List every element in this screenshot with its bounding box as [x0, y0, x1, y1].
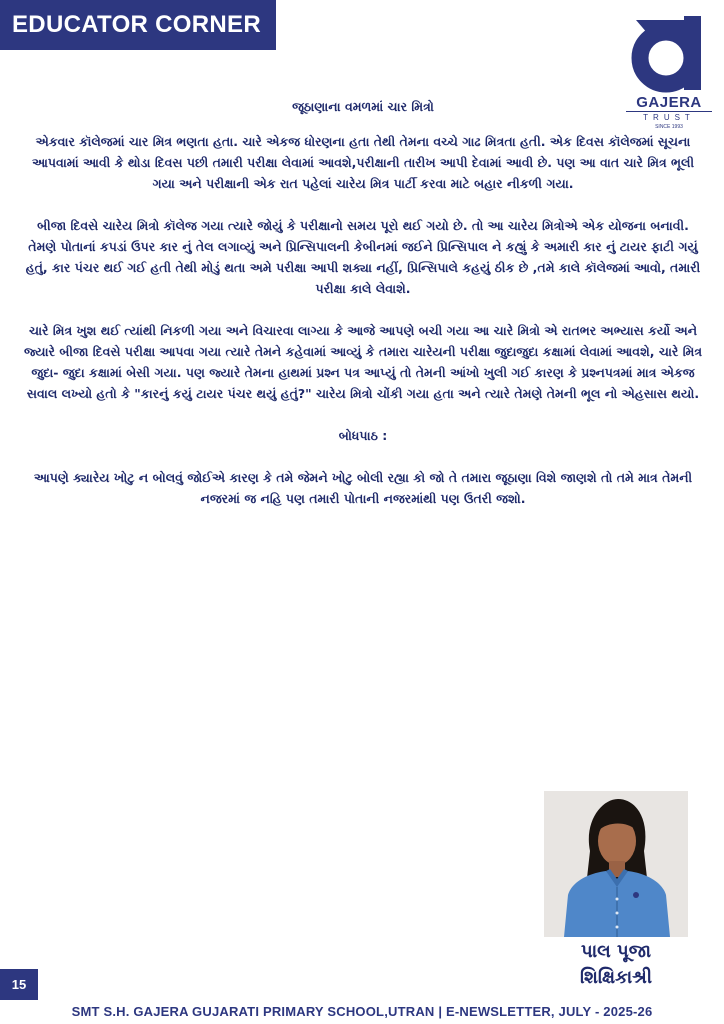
- story-article: [22, 96, 704, 530]
- newsletter-footer: SMT S.H. GAJERA GUJARATI PRIMARY SCHOOL,UTRAN | E-NEWSLETTER, JULY - 2025-26: [0, 1000, 724, 1024]
- author-name: પાલ પૂજા: [581, 941, 651, 962]
- page-number: 15: [0, 969, 38, 1000]
- educator-corner-banner: EDUCATOR CORNER: [0, 0, 276, 50]
- teacher-photo: [544, 791, 688, 937]
- story-paragraph: ચારે મિત્ર ખુશ થઈ ત્યાંથી નિકળી ગયા અને વિચારવા લાગ્યા કે આજે આપણે બચી ગયા આ ચારે મિત્રો એ રાતભર અભ્યાસ કર્યો અને જ્યારે બીજા દિવસે પરીક્ષા આપવા ગયા ત્યારે તેમને કહેવામાં આવ્યું કે તમારા ચારેયની પરીક્ષા જુદાજુદા કક્ષામાં લેવામાં આવશે, ચારે મિત્ર જુદા- જુદા કક્ષામાં બેસી ગયા. પણ જ્યારે તેમના હાથમાં પ્રશ્ન પત્ર આપ્યું તો તેમની આંખો ખુલી ગઈ કારણ કે પ્રશ્નપત્રમાં માત્ર એકજ સવાલ લખ્યો હતો કે "કારનું કયું ટાયર પંચર થયું હતું?" ચારેય મિત્રો ચોંકી ગયા હતા અને ત્યારે તેમણે તેમની ભૂલ નો એહસાસ થયો.: [23, 323, 703, 401]
- logo-since: SINCE 1993: [655, 124, 683, 130]
- author-role: શિક્ષિકાશ્રી: [579, 967, 653, 988]
- teacher-portrait-icon: [544, 791, 688, 937]
- logo-trust: TRUST: [626, 111, 712, 122]
- story-paragraph: એકવાર કૉલેજમાં ચાર મિત્ર ભણતા હતા. ચારે એકજ ધોરણના હતા તેથી તેમના વચ્ચે ગાઢ મિત્રતા હતી. એક દિવસ કૉલેજમાં સૂચના આપવામાં આવી કે થોડા દિવસ પછી તમારી પરીક્ષા લેવામાં આવશે,પરીક્ષાની તારીખ આપી દેવામાં આવી છે. પણ આ વાત ચારે મિત્ર ભૂલી ગયા અને પરીક્ષાની એક રાત પહેલાં ચારેય મિત્ર પાર્ટી કરવા માટે બહાર નીકળી ગયા.: [31, 134, 695, 191]
- gajera-logo-icon: [626, 12, 712, 94]
- story-title: જૂઠાણાના વમળમાં ચાર મિત્રો: [292, 99, 434, 114]
- moral-heading: બોધપાઠ :: [338, 428, 388, 443]
- story-paragraph: બીજા દિવસે ચારેય મિત્રો કૉલેજ ગયા ત્યારે જોયું કે પરીક્ષાનો સમય પૂરો થઈ ગયો છે. તો આ ચારેય મિત્રોએ એક યોજના બનાવી. તેમણે પોતાનાં કપડાં ઉપર કાર નું તેલ લગાવ્યું અને પ્રિન્સિપાલની કેબીનમાં જઈને પ્રિન્સિપાલ ને કહ્યું કે અમારી કાર નું ટાયર ફાટી ગયું હતું, કાર પંચર થઈ ગઈ હતી તેથી મોડું થતા અમે પરીક્ષા આપી શક્યા નહીં, પ્રિન્સિપાલે કહયું ઠીક છે ,તમે કાલે કૉલેજમાં આવો, તમારી પરીક્ષા કાલે લેવાશે.: [25, 218, 701, 296]
- moral-text: આપણે ક્યારેય ખોટુ ન બોલવું જોઈએ કારણ કે તમે જેમને ખોટુ બોલી રહ્યા કો જો તે તમારા જૂઠાણા વિશે જાણશે તો તમે માત્ર તેમની નજરમાં જ નહિ પણ તમારી પોતાની નજરમાંથી પણ ઉતરી જશો.: [33, 470, 693, 506]
- logo-name: GAJERA: [636, 94, 702, 111]
